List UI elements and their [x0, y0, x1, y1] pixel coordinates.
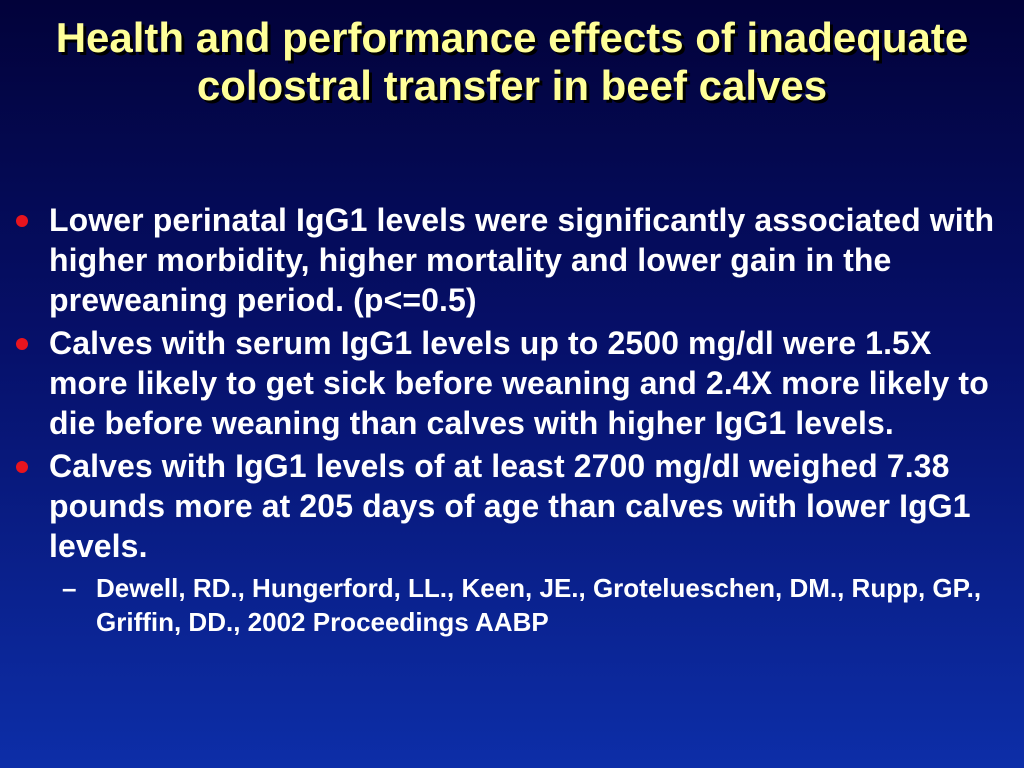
bullet-item	[0, 446, 1024, 566]
red-circle-bullet-icon	[16, 461, 28, 473]
bullet-text: Calves with IgG1 levels of at least 2700 mg/dl weighed 7.38 pounds more at 205 days of age than calves with lower IgG1 levels.	[49, 448, 971, 564]
bullet-list	[0, 200, 1024, 639]
red-circle-bullet-icon	[16, 338, 28, 350]
red-circle-bullet-icon	[16, 215, 28, 227]
bullet-item	[0, 323, 1024, 443]
dash-marker: –	[62, 573, 77, 603]
bullet-text: Lower perinatal IgG1 levels were significantly associated with higher morbidity, higher mortality and lower gain in the preweaning period. (p<=0.5)	[49, 202, 995, 318]
bullet-text: Calves with serum IgG1 levels up to 2500 mg/dl were 1.5X more likely to get sick before weaning and 2.4X more likely to die before weaning than calves with higher IgG1 levels.	[49, 325, 989, 441]
bullet-item	[0, 200, 1024, 320]
reference-sub-bullet	[0, 571, 1024, 639]
reference-text: Dewell, RD., Hungerford, LL., Keen, JE., Grotelueschen, DM., Rupp, GP., Griffin, DD., 2002 Proceedings AABP	[96, 573, 982, 637]
slide-title: Health and performance effects of inadequate colostral transfer in beef calves	[55, 14, 969, 109]
